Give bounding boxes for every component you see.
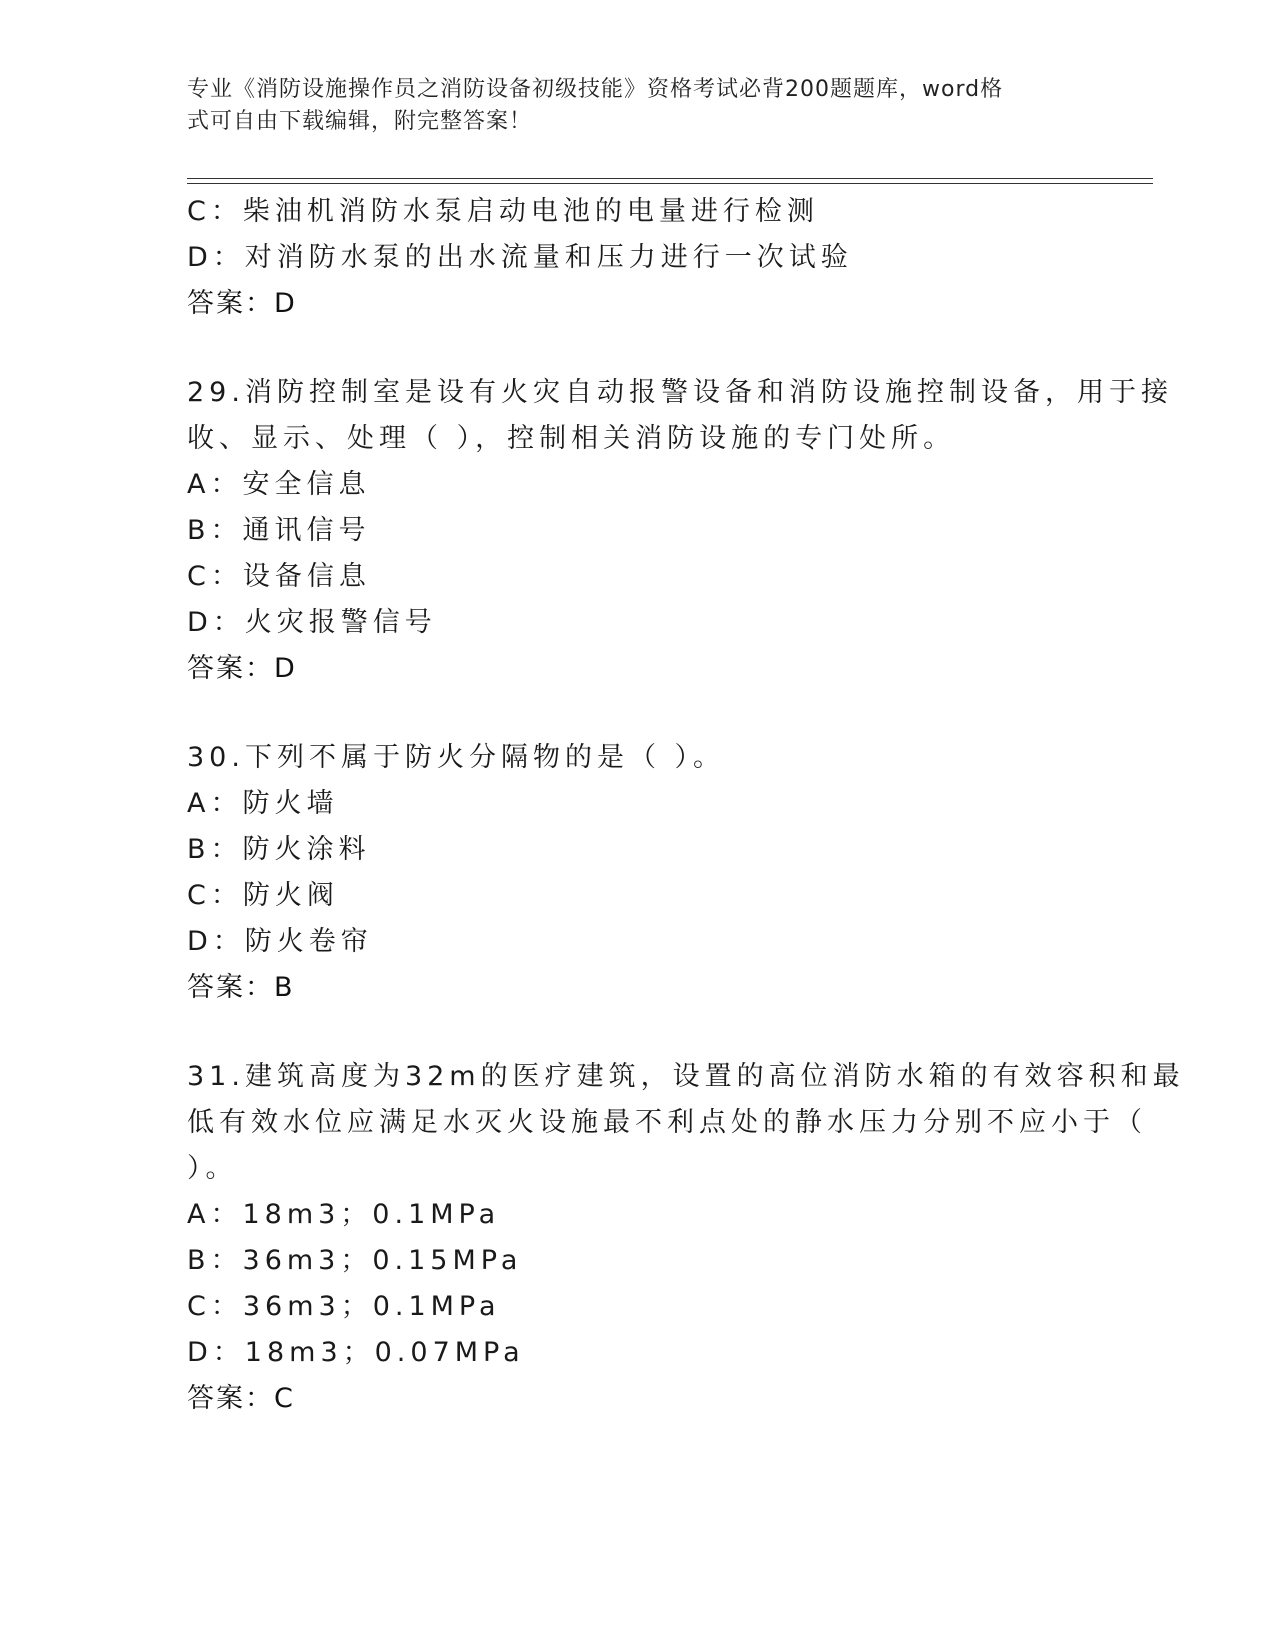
question-stem: [187, 1054, 1185, 1192]
header-divider-bottom: [187, 183, 1153, 184]
answer-line: 答案：D: [187, 288, 297, 319]
question-28-tail: [187, 189, 1087, 327]
option-d: D：18m3；0.07MPa: [187, 1337, 525, 1368]
option-b: B：36m3；0.15MPa: [187, 1245, 523, 1276]
option-a: A：安全信息: [187, 469, 371, 500]
option-c: C：36m3；0.1MPa: [187, 1291, 501, 1322]
option-c: C：防火阀: [187, 880, 339, 911]
question-stem: [187, 735, 1087, 781]
question-stem: [187, 370, 1173, 462]
stem-line: ）。: [187, 1153, 238, 1184]
question-30: [187, 735, 1087, 1011]
option-c: C：柴油机消防水泵启动电池的电量进行检测: [187, 196, 819, 227]
option-a: A：防火墙: [187, 788, 339, 819]
header-divider-top: [187, 178, 1153, 179]
document-header: [187, 74, 1067, 138]
question-content: [187, 189, 1185, 1422]
question-29: [187, 370, 1173, 692]
answer-line: 答案：D: [187, 653, 297, 684]
stem-line: 31.建筑高度为32m的医疗建筑，设置的高位消防水箱的有效容积和最: [187, 1061, 1185, 1092]
stem-line: 30.下列不属于防火分隔物的是（ ）。: [187, 742, 726, 773]
stem-line: 低有效水位应满足水灭火设施最不利点处的静水压力分别不应小于（: [187, 1107, 1147, 1138]
answer-line: 答案：B: [187, 972, 295, 1003]
answer-line: 答案：C: [187, 1383, 295, 1414]
question-31: [187, 1054, 1185, 1422]
header-line-1: 专业《消防设施操作员之消防设备初级技能》资格考试必背200题题库，word格: [187, 77, 1004, 102]
option-d: D：对消防水泵的出水流量和压力进行一次试验: [187, 242, 853, 273]
option-d: D：防火卷帘: [187, 926, 373, 957]
option-d: D：火灾报警信号: [187, 607, 437, 638]
option-b: B：通讯信号: [187, 515, 371, 546]
stem-line: 收、显示、处理（ ），控制相关消防设施的专门处所。: [187, 423, 956, 454]
stem-line: 29.消防控制室是设有火灾自动报警设备和消防设施控制设备，用于接: [187, 377, 1173, 408]
option-c: C：设备信息: [187, 561, 371, 592]
header-line-2: 式可自由下载编辑，附完整答案！: [187, 109, 533, 134]
option-b: B：防火涂料: [187, 834, 371, 865]
option-a: A：18m3；0.1MPa: [187, 1199, 501, 1230]
